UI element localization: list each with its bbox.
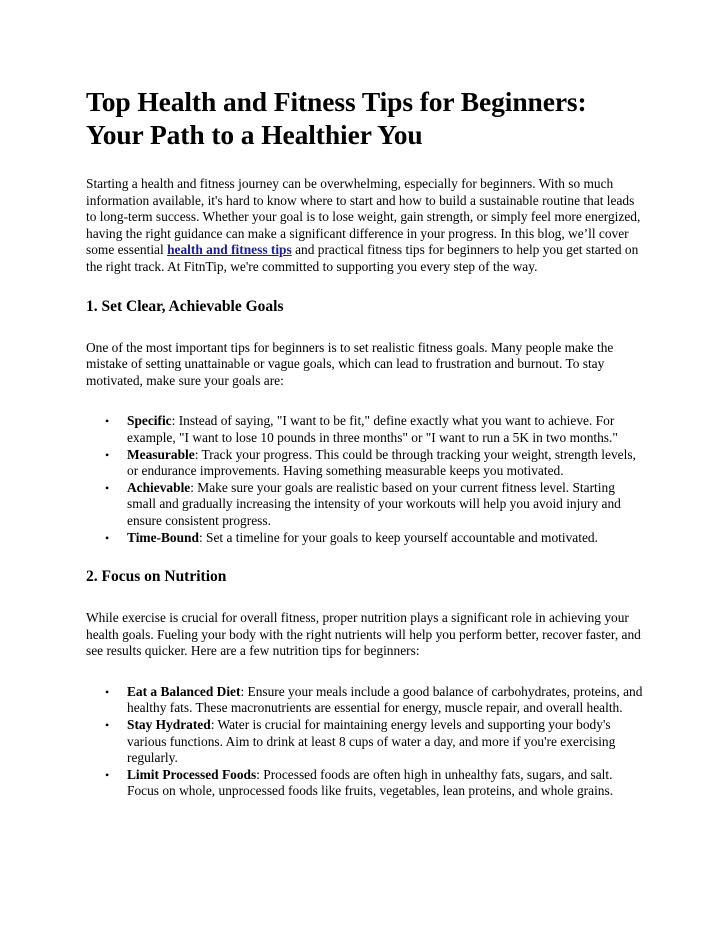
- list-item-text: : Water is crucial for maintaining energy levels and supporting your body's various functions. Aim to drink at least 8 cups of water a day, and more if you're exercising regularly.: [127, 717, 616, 766]
- bullet-icon: •: [105, 480, 110, 495]
- bullet-icon: •: [105, 718, 110, 733]
- list-item: [105, 413, 646, 446]
- list-item-term: Stay Hydrated: [127, 717, 211, 733]
- list-item: [105, 529, 646, 547]
- list-item-term: Measurable: [127, 446, 195, 462]
- page-title: Top Health and Fitness Tips for Beginners: Your Path to a Healthier You: [86, 86, 587, 150]
- section-heading-nutrition: 2. Focus on Nutrition: [86, 568, 227, 586]
- list-item: [105, 446, 646, 480]
- list-item-text: : Instead of saying, "I want to be fit," define exactly what you want to achieve. For example, "I want to lose 10 pounds in three months" or "I want to run a 5K in two months.": [127, 413, 618, 445]
- section-intro-goals: One of the most important tips for beginners is to set realistic fitness goals. Many people make the mistake of setting unattainable or vague goals, which can lead to frustration and burnout. To stay motivated, make sure your goals are:: [86, 339, 614, 388]
- bullet-icon: •: [105, 530, 110, 545]
- goals-list: [86, 413, 646, 546]
- list-item: [105, 717, 646, 767]
- section-heading-goals: 1. Set Clear, Achievable Goals: [86, 297, 284, 315]
- bullet-icon: •: [105, 767, 110, 782]
- list-item-term: Achievable: [127, 479, 191, 495]
- intro-paragraph: [86, 176, 646, 276]
- list-item: [105, 766, 646, 800]
- list-item-text: : Track your progress. This could be through tracking your weight, strength levels, or endurance improvements. Having something measurable keeps you motivated.: [127, 446, 636, 479]
- list-item-term: Eat a Balanced Diet: [127, 683, 241, 699]
- health-fitness-tips-link[interactable]: health and fitness tips: [167, 242, 292, 258]
- list-item-text: : Ensure your meals include a good balance of carbohydrates, proteins, and healthy fats. These macronutrients are essential for energy, muscle repair, and overall health.: [127, 683, 643, 716]
- nutrition-list: [86, 684, 646, 800]
- list-item-term: Specific: [127, 413, 172, 429]
- bullet-icon: •: [105, 414, 110, 429]
- intro-text-after-link: and practical fitness tips for beginners to help you get started on the right track. At FitnTip, we're committed to supporting you every step of the way.: [86, 242, 639, 274]
- list-item-text: : Set a timeline for your goals to keep yourself accountable and motivated.: [198, 529, 598, 545]
- list-item: [105, 479, 646, 530]
- section-intro-nutrition: While exercise is crucial for overall fitness, proper nutrition plays a significant role in achieving your health goals. Fueling your body with the right nutrients will help you perform better, recover faster, and see results quicker. Here are a few nutrition tips for beginners:: [86, 610, 641, 659]
- list-item-text: : Processed foods are often high in unhealthy fats, sugars, and salt. Focus on whole, unprocessed foods like fruits, vegetables, lean proteins, and whole grains.: [127, 766, 614, 799]
- list-item-term: Time-Bound: [127, 529, 199, 545]
- list-item-term: Limit Processed Foods: [127, 766, 257, 782]
- document-page: [86, 85, 646, 800]
- intro-text-before-link: Starting a health and fitness journey can be overwhelming, especially for beginners. With so much information available, it's hard to know where to start and how to build a sustainable routine that leads to long-term success. Whether your goal is to lose weight, gain strength, or simply feel more energized, having the right guidance can make a significant difference in your progress. In this blog, we’ll cover some essential: [86, 176, 641, 258]
- list-item: [105, 683, 646, 717]
- list-item-text: : Make sure your goals are realistic based on your current fitness level. Starting small and gradually increasing the intensity of your workouts will help you avoid injury and ensure consistent progress.: [127, 479, 621, 528]
- bullet-icon: •: [105, 684, 110, 699]
- bullet-icon: •: [105, 447, 110, 462]
